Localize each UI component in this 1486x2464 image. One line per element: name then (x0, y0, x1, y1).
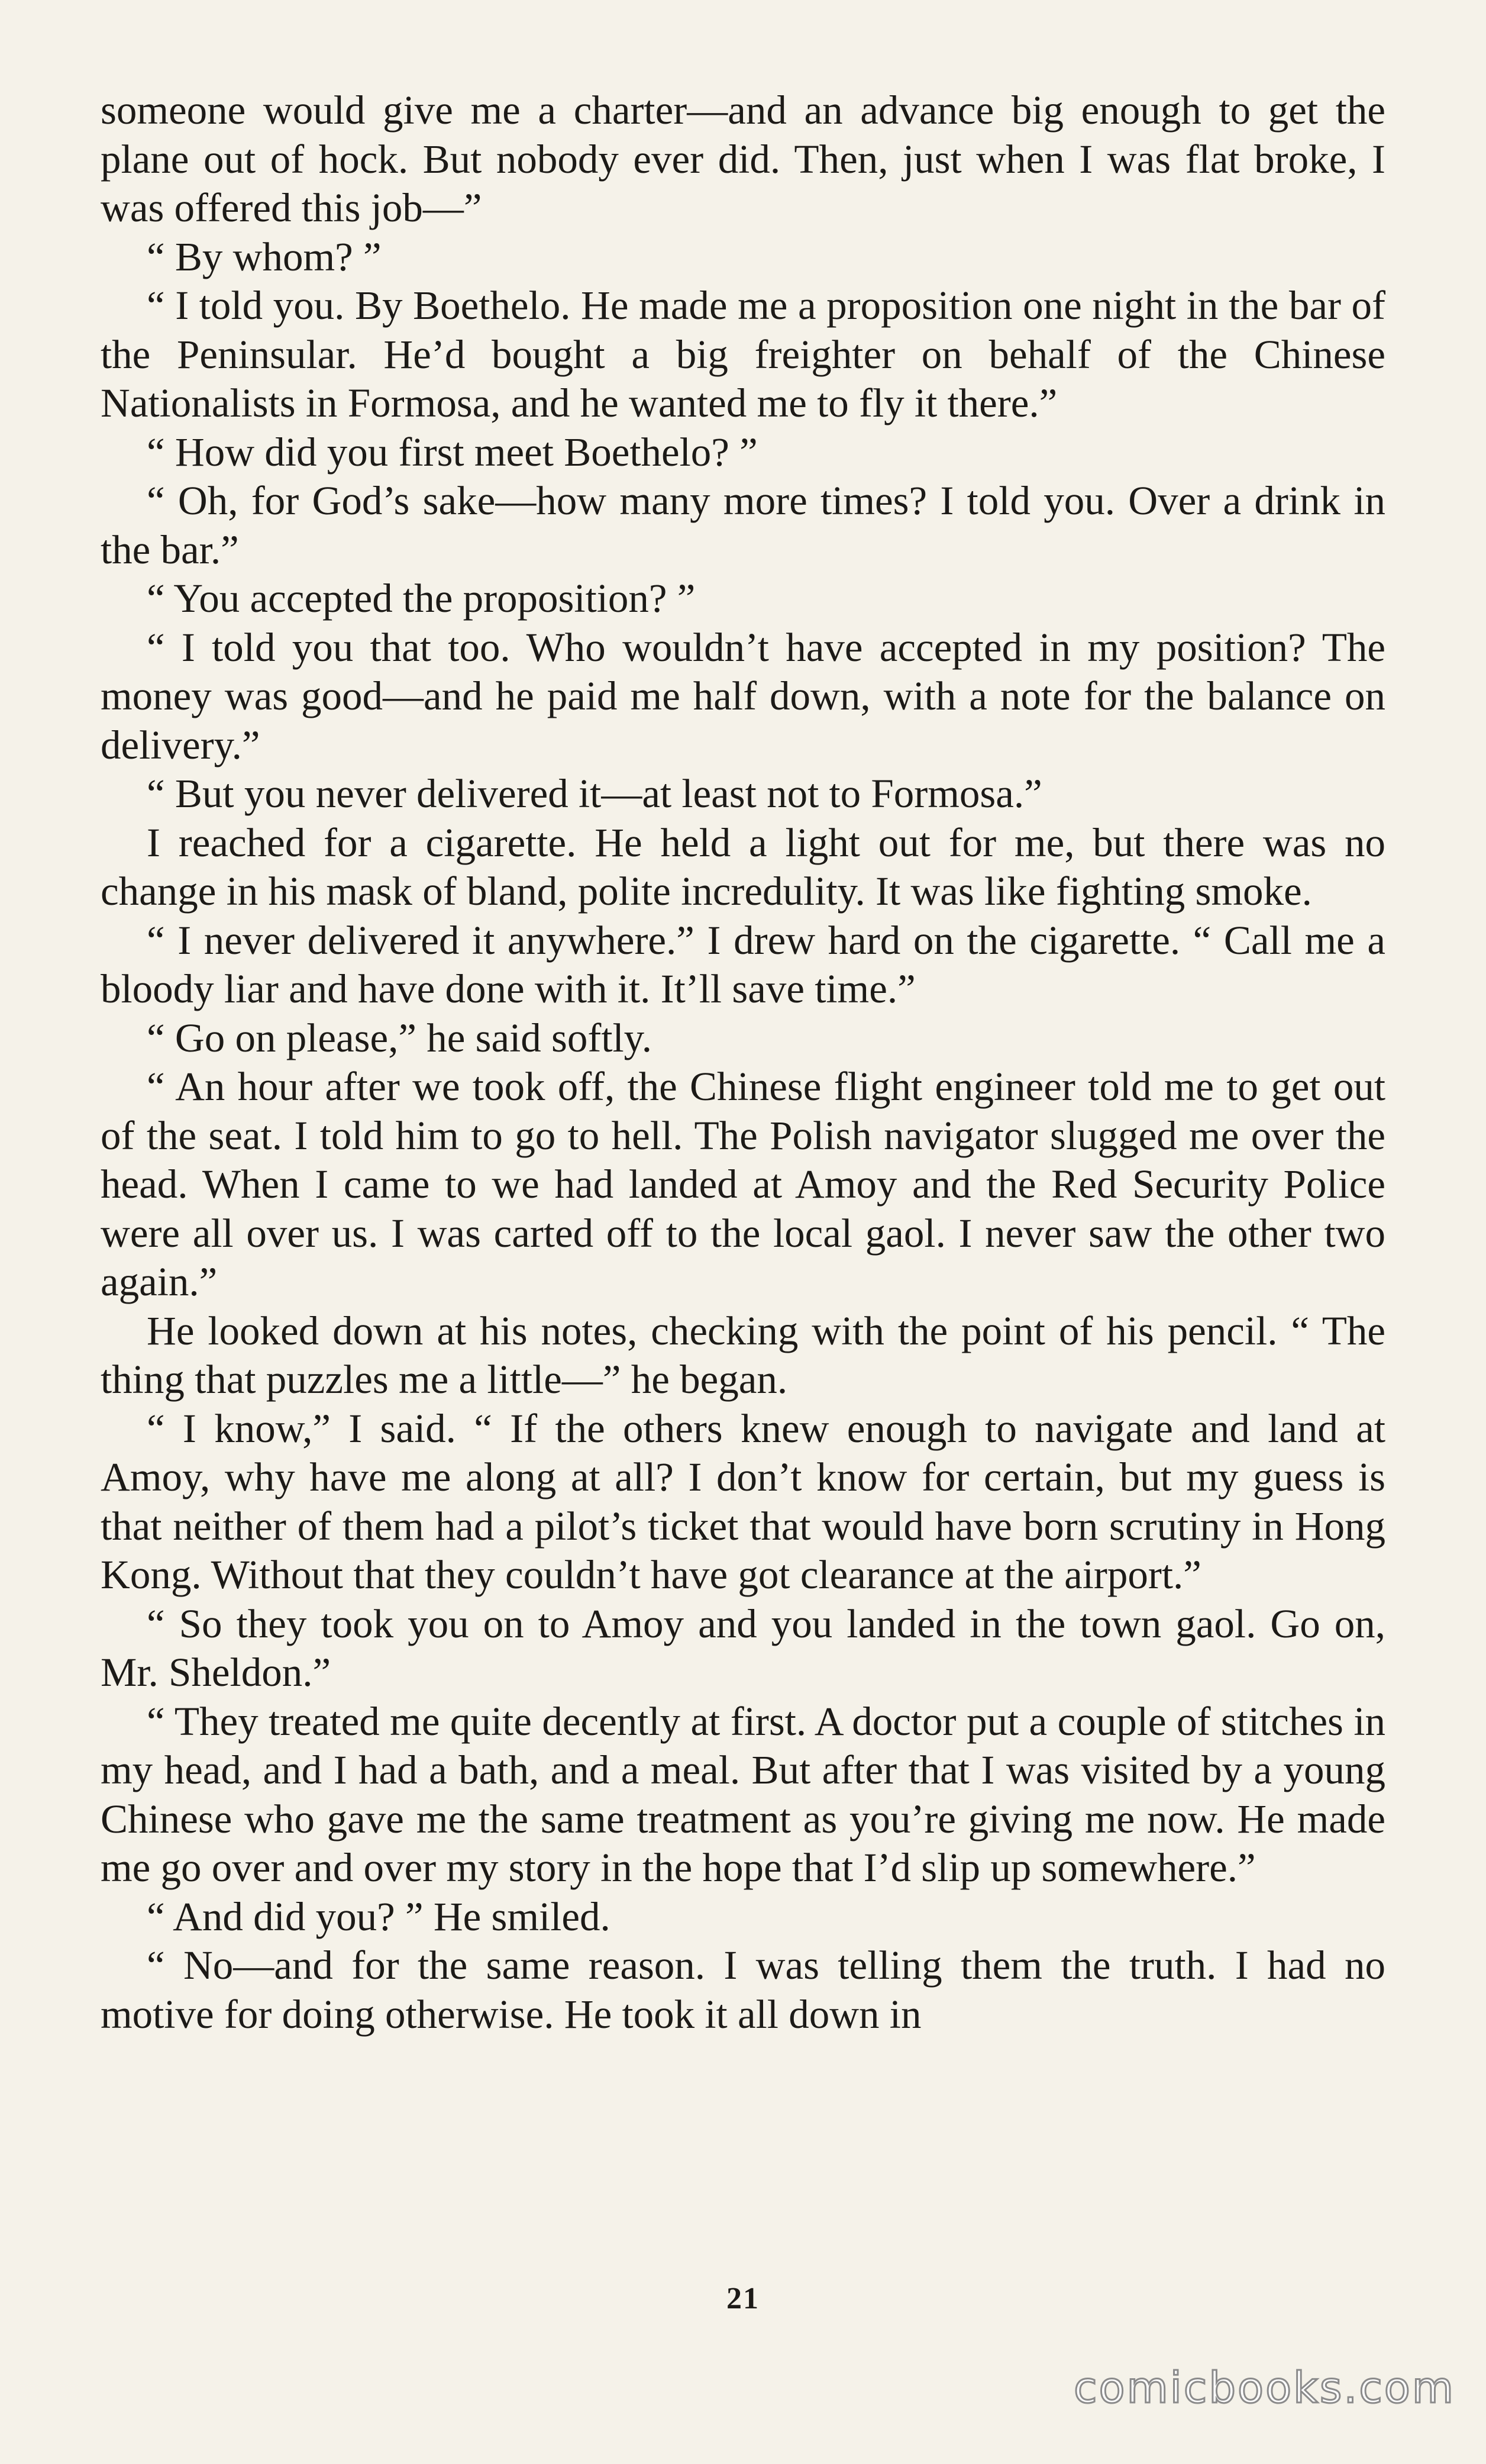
paragraph: “ I told you. By Boethelo. He made me a proposition one night in the bar of the Peninsular. He’d bought a big freighter on behalf of the Chinese Nationalists in Formosa, and he wanted me to fly it there.” (101, 283, 1385, 425)
paragraph: “ But you never delivered it—at least not to Formosa.” (147, 771, 1042, 816)
paragraph: “ So they took you on to Amoy and you landed in the town gaol. Go on, Mr. Sheldon.” (101, 1601, 1385, 1695)
paragraph: “ They treated me quite decently at first. A doctor put a couple of stitches in my head, and I had a bath, and a meal. But after that I was visited by a young Chinese who gave me the same treatment as you’re giving me now. He made me go over and over my story in the hope that I’d slip up somewhere.” (101, 1698, 1385, 1890)
paragraph: someone would give me a charter—and an advance big enough to get the plane out of hock. But nobody ever did. Then, just when I was flat broke, I was offered this job—” (101, 88, 1385, 230)
page-number: 21 (726, 2282, 760, 2315)
paragraph: “ Oh, for God’s sake—how many more times? I told you. Over a drink in the bar.” (101, 478, 1385, 572)
paragraph: “ You accepted the proposition? ” (147, 576, 696, 621)
paragraph: I reached for a cigarette. He held a light out for me, but there was no change in his mask of bland, polite incredulity. It was like fighting smoke. (101, 820, 1385, 914)
paragraph: “ Go on please,” he said softly. (147, 1015, 652, 1060)
paragraph: “ No—and for the same reason. I was telling them the truth. I had no motive for doing otherwise. He took it all down in (101, 1943, 1385, 2037)
paragraph: “ I know,” I said. “ If the others knew enough to navigate and land at Amoy, why have me along at all? I don’t know for certain, but my guess is that neither of them had a pilot’s ticket that would have born scrutiny in Hong Kong. Without that they couldn’t have got clearance at the airport.” (101, 1405, 1385, 1597)
paragraph: “ I never delivered it anywhere.” I drew hard on the cigarette. “ Call me a bloody liar and have done with it. It’ll save time.” (101, 917, 1385, 1011)
paragraph: “ I told you that too. Who wouldn’t have accepted in my position? The money was good—and he paid me half down, with a note for the balance on delivery.” (101, 624, 1385, 767)
body-text (101, 86, 1385, 2039)
watermark: comicbooks.com (1073, 2363, 1455, 2413)
paragraph: “ An hour after we took off, the Chinese flight engineer told me to get out of the seat. I told him to go to hell. The Polish navigator slugged me over the head. When I came to we had landed at Amoy and the Red Security Police were all over us. I was carted off to the local gaol. I never saw the other two again.” (101, 1064, 1385, 1304)
paragraph: “ By whom? ” (147, 234, 382, 279)
paragraph: “ How did you first meet Boethelo? ” (147, 429, 758, 475)
paragraph: “ And did you? ” He smiled. (147, 1894, 610, 1939)
paragraph: He looked down at his notes, checking with the point of his pencil. “ The thing that puzzles me a little—” he began. (101, 1308, 1385, 1402)
